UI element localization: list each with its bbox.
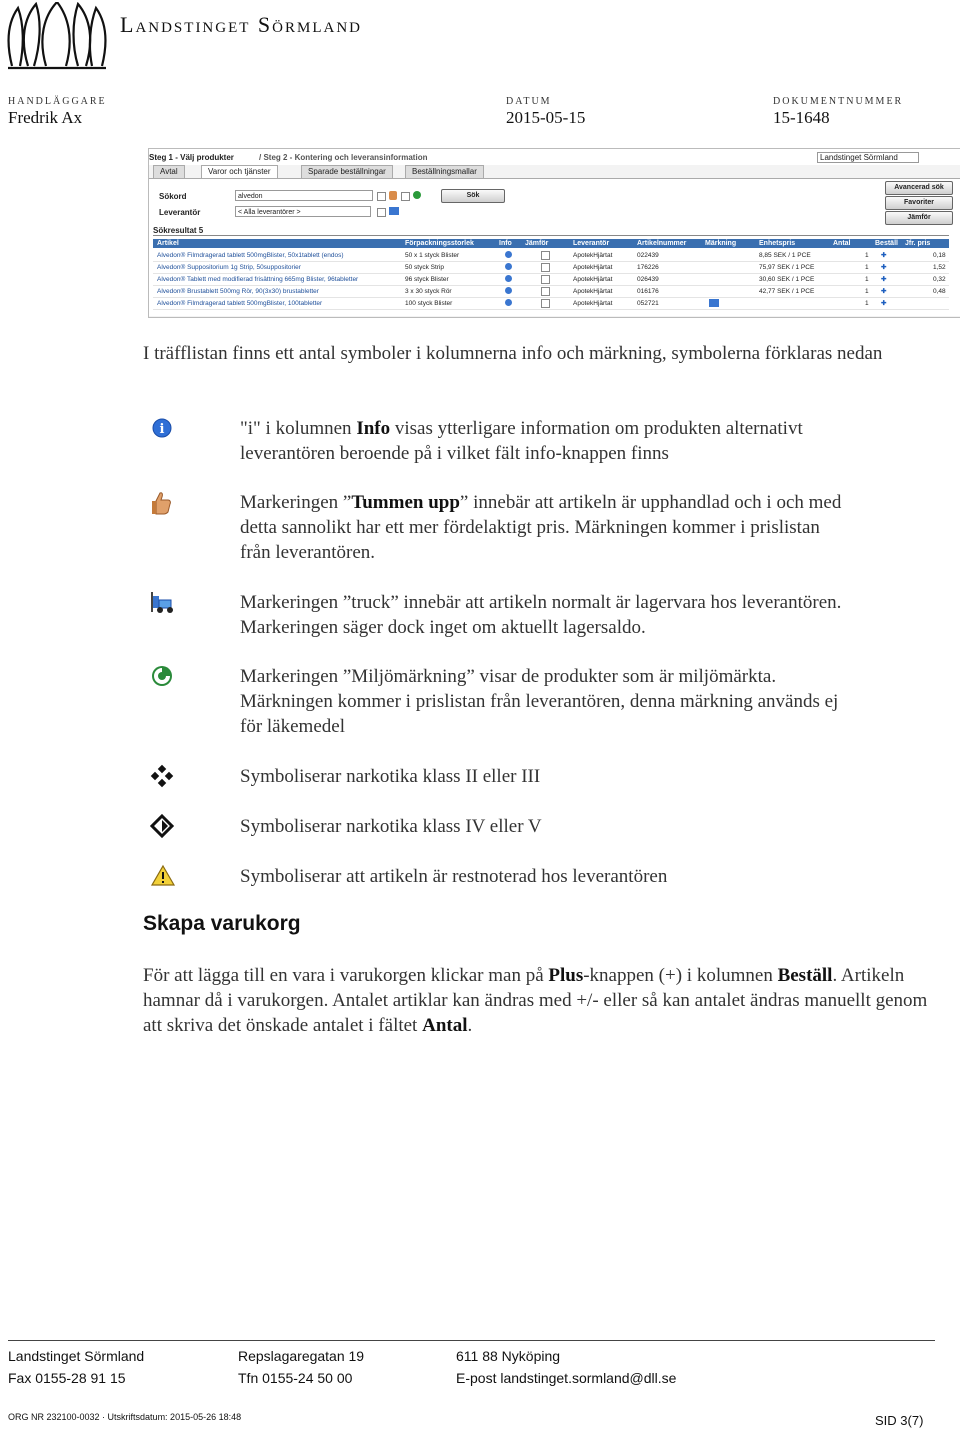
row-antal[interactable]: 1 <box>865 252 869 259</box>
result-label: Sökresultat 5 <box>153 226 949 236</box>
search-input[interactable]: alvedon <box>235 190 373 201</box>
warning-icon <box>150 864 176 888</box>
add-to-cart-button[interactable]: ✚ <box>881 252 887 259</box>
col-jfrpris[interactable]: Jfr. pris <box>905 240 931 247</box>
eco-filter-icon[interactable] <box>413 191 421 199</box>
footer-email[interactable]: E-post landstinget.sormland@dll.se <box>456 1370 677 1386</box>
row-forp: 50 styck Strip <box>405 264 445 271</box>
col-enhetspris[interactable]: Enhetspris <box>759 240 796 247</box>
step-1[interactable]: Steg 1 - Välj produkter <box>149 153 234 162</box>
info-icon[interactable] <box>505 299 512 306</box>
row-pris: 30,60 SEK / 1 PCE <box>759 276 815 283</box>
narcotics-2-3-description: Symboliserar narkotika klass II eller III <box>240 766 541 787</box>
compare-checkbox[interactable] <box>541 251 550 260</box>
truck-checkbox[interactable] <box>377 208 386 217</box>
eco-checkbox[interactable] <box>401 192 410 201</box>
truck-icon <box>150 590 176 614</box>
doknr-label: DOKUMENTNUMMER <box>773 96 904 107</box>
thumb-description: Markeringen ”Tummen upp” innebär att artikeln är upphandlad och i och med detta sannolikt har ett mer fördelaktigt pris. Märkningen kommer i prislistan från leverantören. <box>240 492 842 563</box>
intro-text: I träfflistan finns ett antal symboler i kolumnerna info och märkning, symbolerna förklaras nedan <box>143 343 883 364</box>
row-artikel[interactable]: Alvedon® Suppositorium 1g Strip, 50suppositorier <box>157 264 301 271</box>
info-description: "i" i kolumnen Info visas ytterligare information om produkten alternativt leverantören beroende på i vilket fält info-knappen finns <box>240 418 803 464</box>
row-antal[interactable]: 1 <box>865 300 869 307</box>
handlaggare-value: Fredrik Ax <box>8 108 83 127</box>
add-to-cart-button[interactable]: ✚ <box>881 276 887 283</box>
truck-description: Markeringen ”truck” innebär att artikeln normalt är lagervara hos leverantören. Markeringen säger dock inget om aktuellt lagersaldo. <box>240 592 842 638</box>
add-to-cart-button[interactable]: ✚ <box>881 300 887 307</box>
info-icon[interactable] <box>505 263 512 270</box>
row-nr: 022439 <box>637 252 659 259</box>
datum-value: 2015-05-15 <box>506 108 586 127</box>
doknr-value: 15-1648 <box>773 108 830 127</box>
add-to-cart-button[interactable]: ✚ <box>881 264 887 271</box>
row-jfr: 1,52 <box>933 264 946 271</box>
leverantor-label: Leverantör <box>159 208 201 217</box>
truck-filter-icon[interactable] <box>389 207 399 215</box>
results-header <box>153 239 949 248</box>
row-lev: ApotekHjärtat <box>573 300 613 307</box>
row-pris: 75,97 SEK / 1 PCE <box>759 264 815 271</box>
footer-address: Repslagaregatan 19 <box>238 1348 365 1364</box>
eco-label-icon <box>150 664 176 688</box>
info-icon <box>150 416 176 440</box>
table-row <box>153 286 949 298</box>
row-lev: ApotekHjärtat <box>573 252 613 259</box>
page-number: SID 3(7) <box>875 1413 924 1428</box>
row-nr: 016176 <box>637 288 659 295</box>
org-select[interactable]: Landstinget Sörmland <box>817 152 919 163</box>
compare-checkbox[interactable] <box>541 287 550 296</box>
col-info[interactable]: Info <box>499 240 512 247</box>
row-artikel[interactable]: Alvedon® Filmdragerad tablett 500mgBlister, 100tabletter <box>157 300 323 307</box>
col-jamfor[interactable]: Jämför <box>525 240 549 247</box>
row-antal[interactable]: 1 <box>865 264 869 271</box>
search-checkbox[interactable] <box>377 192 386 201</box>
handlaggare-label: HANDLÄGGARE <box>8 96 107 107</box>
section-title: Skapa varukorg <box>143 912 301 935</box>
footer-orgnr: ORG NR 232100-0032 · Utskriftsdatum: 2015-05-26 18:48 <box>8 1412 242 1422</box>
tab-avtal[interactable]: Avtal <box>153 165 185 179</box>
compare-checkbox[interactable] <box>541 263 550 272</box>
search-button[interactable]: Sök <box>441 189 505 203</box>
row-jfr: 0,18 <box>933 252 946 259</box>
row-lev: ApotekHjärtat <box>573 288 613 295</box>
row-jfr: 0,32 <box>933 276 946 283</box>
info-icon[interactable] <box>505 251 512 258</box>
tab-sparade[interactable]: Sparade beställningar <box>301 165 393 179</box>
table-row <box>153 250 949 262</box>
svg-text:i: i <box>159 422 165 437</box>
compare-button[interactable]: Jämför <box>885 211 953 225</box>
compare-checkbox[interactable] <box>541 299 550 308</box>
ordering-screenshot <box>148 148 960 318</box>
row-nr: 176226 <box>637 264 659 271</box>
footer-divider <box>8 1340 935 1341</box>
narcotics-2-3-icon <box>150 764 176 788</box>
row-artikel[interactable]: Alvedon® Tablett med modifierad frisättning 665mg Blister, 96tabletter <box>157 276 359 283</box>
table-row <box>153 262 949 274</box>
datum-label: DATUM <box>506 96 552 107</box>
supplier-select[interactable]: < Alla leverantörer > <box>235 206 371 217</box>
truck-icon <box>709 299 719 307</box>
thumbs-up-icon <box>150 490 176 514</box>
col-leverantor[interactable]: Leverantör <box>573 240 610 247</box>
row-jfr: 0,48 <box>933 288 946 295</box>
add-to-cart-button[interactable]: ✚ <box>881 288 887 295</box>
info-icon[interactable] <box>505 287 512 294</box>
advanced-search-button[interactable]: Avancerad sök <box>885 181 953 195</box>
col-artikel[interactable]: Artikel <box>157 240 179 247</box>
row-pris: 8,85 SEK / 1 PCE <box>759 252 811 259</box>
col-forp[interactable]: Förpackningsstorlek <box>405 240 474 247</box>
row-artikel[interactable]: Alvedon® Filmdragerad tablett 500mgBlister, 50x1tablett (endos) <box>157 252 344 259</box>
eco-description: Markeringen ”Miljömärkning” visar de produkter som är miljömärkta. Märkningen kommer i prislistan från leverantören, denna märkning används ej för läkemedel <box>240 666 839 737</box>
col-artnr[interactable]: Artikelnummer <box>637 240 687 247</box>
col-markning[interactable]: Märkning <box>705 240 737 247</box>
favorites-button[interactable]: Favoriter <box>885 196 953 210</box>
tab-varor[interactable]: Varor och tjänster <box>201 165 278 179</box>
row-forp: 3 x 30 styck Rör <box>405 288 452 295</box>
restnoterad-description: Symboliserar att artikeln är restnoterad hos leverantören <box>240 866 668 887</box>
row-lev: ApotekHjärtat <box>573 276 613 283</box>
col-bestall[interactable]: Beställ <box>875 240 898 247</box>
row-pris: 42,77 SEK / 1 PCE <box>759 288 815 295</box>
step-2[interactable]: / Steg 2 - Kontering och leveransinformation <box>259 153 428 162</box>
org-name: Landstinget Sörmland <box>120 12 362 37</box>
row-forp: 50 x 1 styck Blister <box>405 252 460 259</box>
row-nr: 026439 <box>637 276 659 283</box>
info-icon[interactable] <box>505 275 512 282</box>
row-nr: 052721 <box>637 300 659 307</box>
col-antal[interactable]: Antal <box>833 240 851 247</box>
footer-fax: Fax 0155-28 91 15 <box>8 1370 126 1386</box>
footer-org: Landstinget Sörmland <box>8 1348 145 1364</box>
row-antal[interactable]: 1 <box>865 288 869 295</box>
thumb-filter-icon[interactable] <box>389 191 397 200</box>
footer-tel: Tfn 0155-24 50 00 <box>238 1370 353 1386</box>
footer-city: 611 88 Nyköping <box>456 1348 561 1364</box>
table-row <box>153 274 949 286</box>
row-forp: 100 styck Blister <box>405 300 453 307</box>
row-artikel[interactable]: Alvedon® Brustablett 500mg Rör, 90(3x30) brustabletter <box>157 288 319 295</box>
cart-instructions: För att lägga till en vara i varukorgen klickar man på Plus-knappen (+) i kolumnen Beställ. Artikeln hamnar då i varukorgen. Antalet artiklar kan ändras med +/- eller så kan antalet ändras manuellt genom att skriva det önskade antalet i fältet Antal. <box>143 965 928 1036</box>
table-row <box>153 298 949 310</box>
row-antal[interactable]: 1 <box>865 276 869 283</box>
tab-mallar[interactable]: Beställningsmallar <box>405 165 484 179</box>
logo-icon <box>2 2 112 74</box>
sokord-label: Sökord <box>159 192 187 201</box>
compare-checkbox[interactable] <box>541 275 550 284</box>
narcotics-4-5-description: Symboliserar narkotika klass IV eller V <box>240 816 542 837</box>
narcotics-4-5-icon <box>150 814 176 838</box>
row-lev: ApotekHjärtat <box>573 264 613 271</box>
row-forp: 96 styck Blister <box>405 276 449 283</box>
